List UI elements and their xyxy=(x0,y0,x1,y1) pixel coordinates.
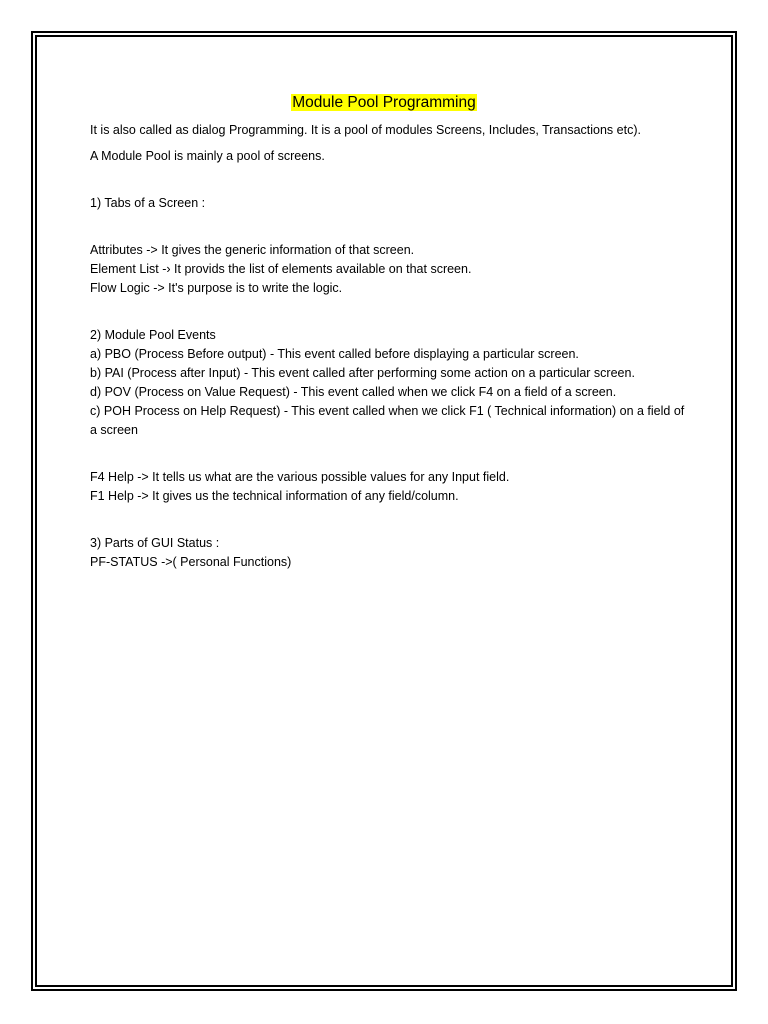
section3-item-pf-status: PF-STATUS ->( Personal Functions) xyxy=(90,555,292,569)
section1-item-element-list: Element List -› It provids the list of elements available on that screen. xyxy=(90,262,472,276)
section1-item-flow-logic: Flow Logic -> It's purpose is to write the logic. xyxy=(90,281,343,295)
intro-line-2: A Module Pool is mainly a pool of screens. xyxy=(90,149,325,163)
section2-item-pai: b) PAI (Process after Input) - This event called after performing some action on a particular screen. xyxy=(90,366,635,380)
title-container xyxy=(0,92,768,114)
section1-heading: 1) Tabs of a Screen : xyxy=(90,196,206,210)
section2-item-poh: c) POH Process on Help Request) - This event called when we click F1 ( Technical information) on a field of a screen xyxy=(90,404,685,437)
help-f4: F4 Help -> It tells us what are the various possible values for any Input field. xyxy=(90,470,510,484)
intro-line-1: It is also called as dialog Programming. It is a pool of modules Screens, Includes, Transactions etc). xyxy=(90,123,641,137)
section3-heading: 3) Parts of GUI Status : xyxy=(90,536,220,550)
document-title: Module Pool Programming xyxy=(292,94,476,111)
document-body xyxy=(90,92,690,572)
section1-item-attributes: Attributes -> It gives the generic information of that screen. xyxy=(90,243,415,257)
help-f1: F1 Help -> It gives us the technical information of any field/column. xyxy=(90,489,459,503)
section2-heading: 2) Module Pool Events xyxy=(90,328,216,342)
section2-item-pbo: a) PBO (Process Before output) - This event called before displaying a particular screen. xyxy=(90,347,579,361)
section2-item-pov: d) POV (Process on Value Request) - This event called when we click F4 on a field of a screen. xyxy=(90,385,617,399)
